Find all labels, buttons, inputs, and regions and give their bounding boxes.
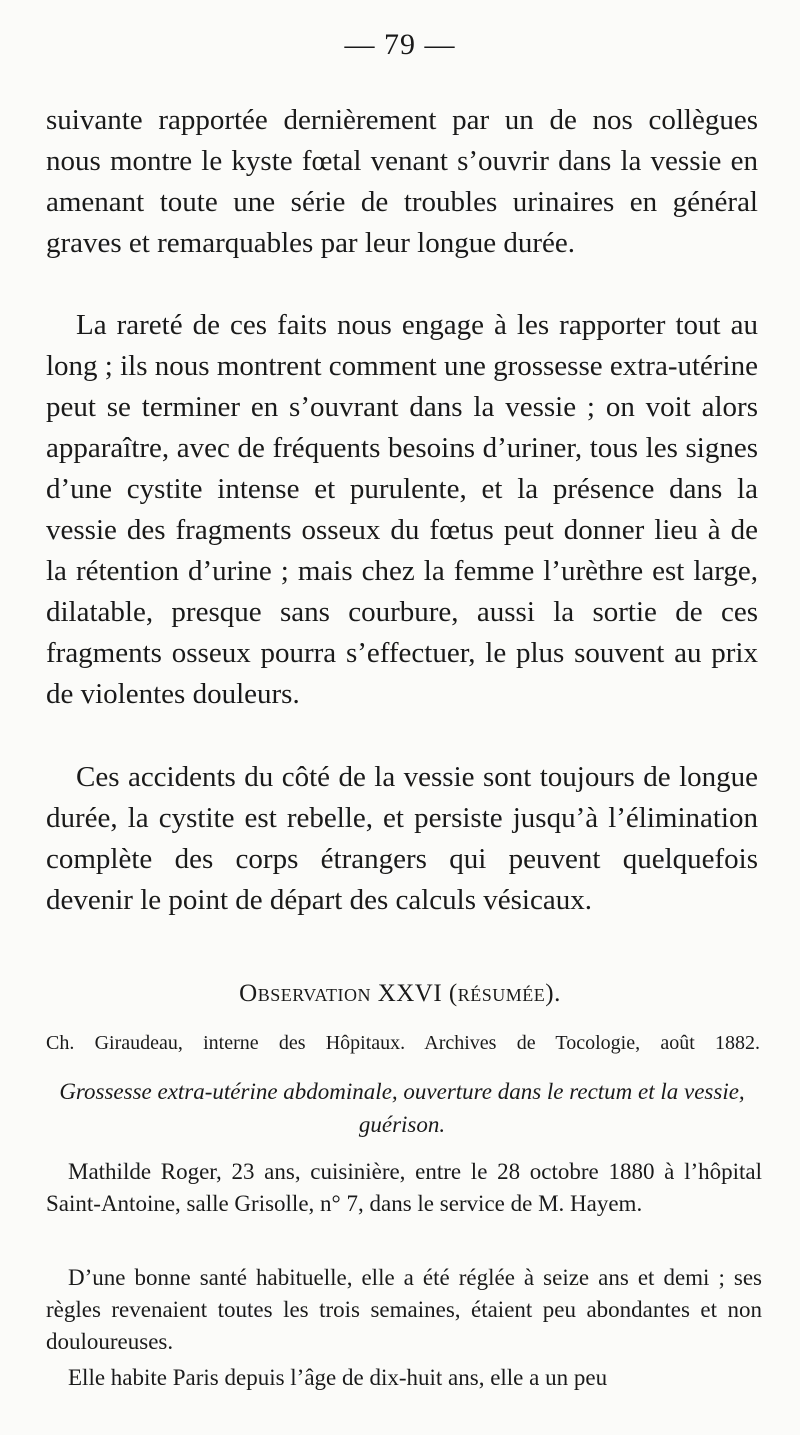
paragraph-rarity: La rareté de ces faits nous engage à les rapporter tout au long ; ils nous montrent comment une grossesse extra-utérine peut se terminer en s’ouvrant dans la vessie ; on voit alors apparaître, avec de fréquents besoins d’uriner, tous les signes d’une cystite intense et purulente, et la présence dans la vessie des fragments osseux du fœtus peut donner lieu à de la rétention d’urine ; mais chez la femme l’urèthre est large, dilatable, presque sans courbure, aussi la sortie de ces fragments osseux pourra s’effectuer, le plus souvent au prix de violentes douleurs. bbox=[46, 309, 758, 710]
page-number: — 79 — bbox=[344, 28, 456, 61]
observation-paragraph-health: D’une bonne santé habituelle, elle a été réglée à seize ans et demi ; ses règles revenaient toutes les trois semaines, étaient peu abondantes et non douloureuses. bbox=[46, 1265, 762, 1354]
observation-reference: Ch. Giraudeau, interne des Hôpitaux. Archives de Tocologie, août 1882. bbox=[46, 1032, 760, 1054]
observation-paragraph-patient: Mathilde Roger, 23 ans, cuisinière, entre le 28 octobre 1880 à l’hôpital Saint-Antoine, salle Grisolle, n° 7, dans le service de M. Hayem. bbox=[46, 1159, 762, 1216]
observation-subtitle: Grossesse extra-utérine abdominale, ouverture dans le rectum et la vessie, guérison. bbox=[59, 1079, 745, 1137]
observation-title: Observation XXVI (résumée). bbox=[239, 980, 561, 1007]
observation-paragraph-residence: Elle habite Paris depuis l’âge de dix-huit ans, elle a un peu bbox=[68, 1365, 608, 1390]
paragraph-continuation: suivante rapportée dernièrement par un de nos collègues nous montre le kyste fœtal venant s’ouvrir dans la vessie en amenant toute une série de troubles urinaires en général graves et remarquables par leur longue durée. bbox=[46, 104, 758, 259]
paragraph-accidents: Ces accidents du côté de la vessie sont toujours de longue durée, la cystite est rebelle, et persiste jusqu’à l’élimination complète des corps étrangers qui peuvent quelquefois devenir le point de départ des calculs vésicaux. bbox=[46, 761, 758, 916]
